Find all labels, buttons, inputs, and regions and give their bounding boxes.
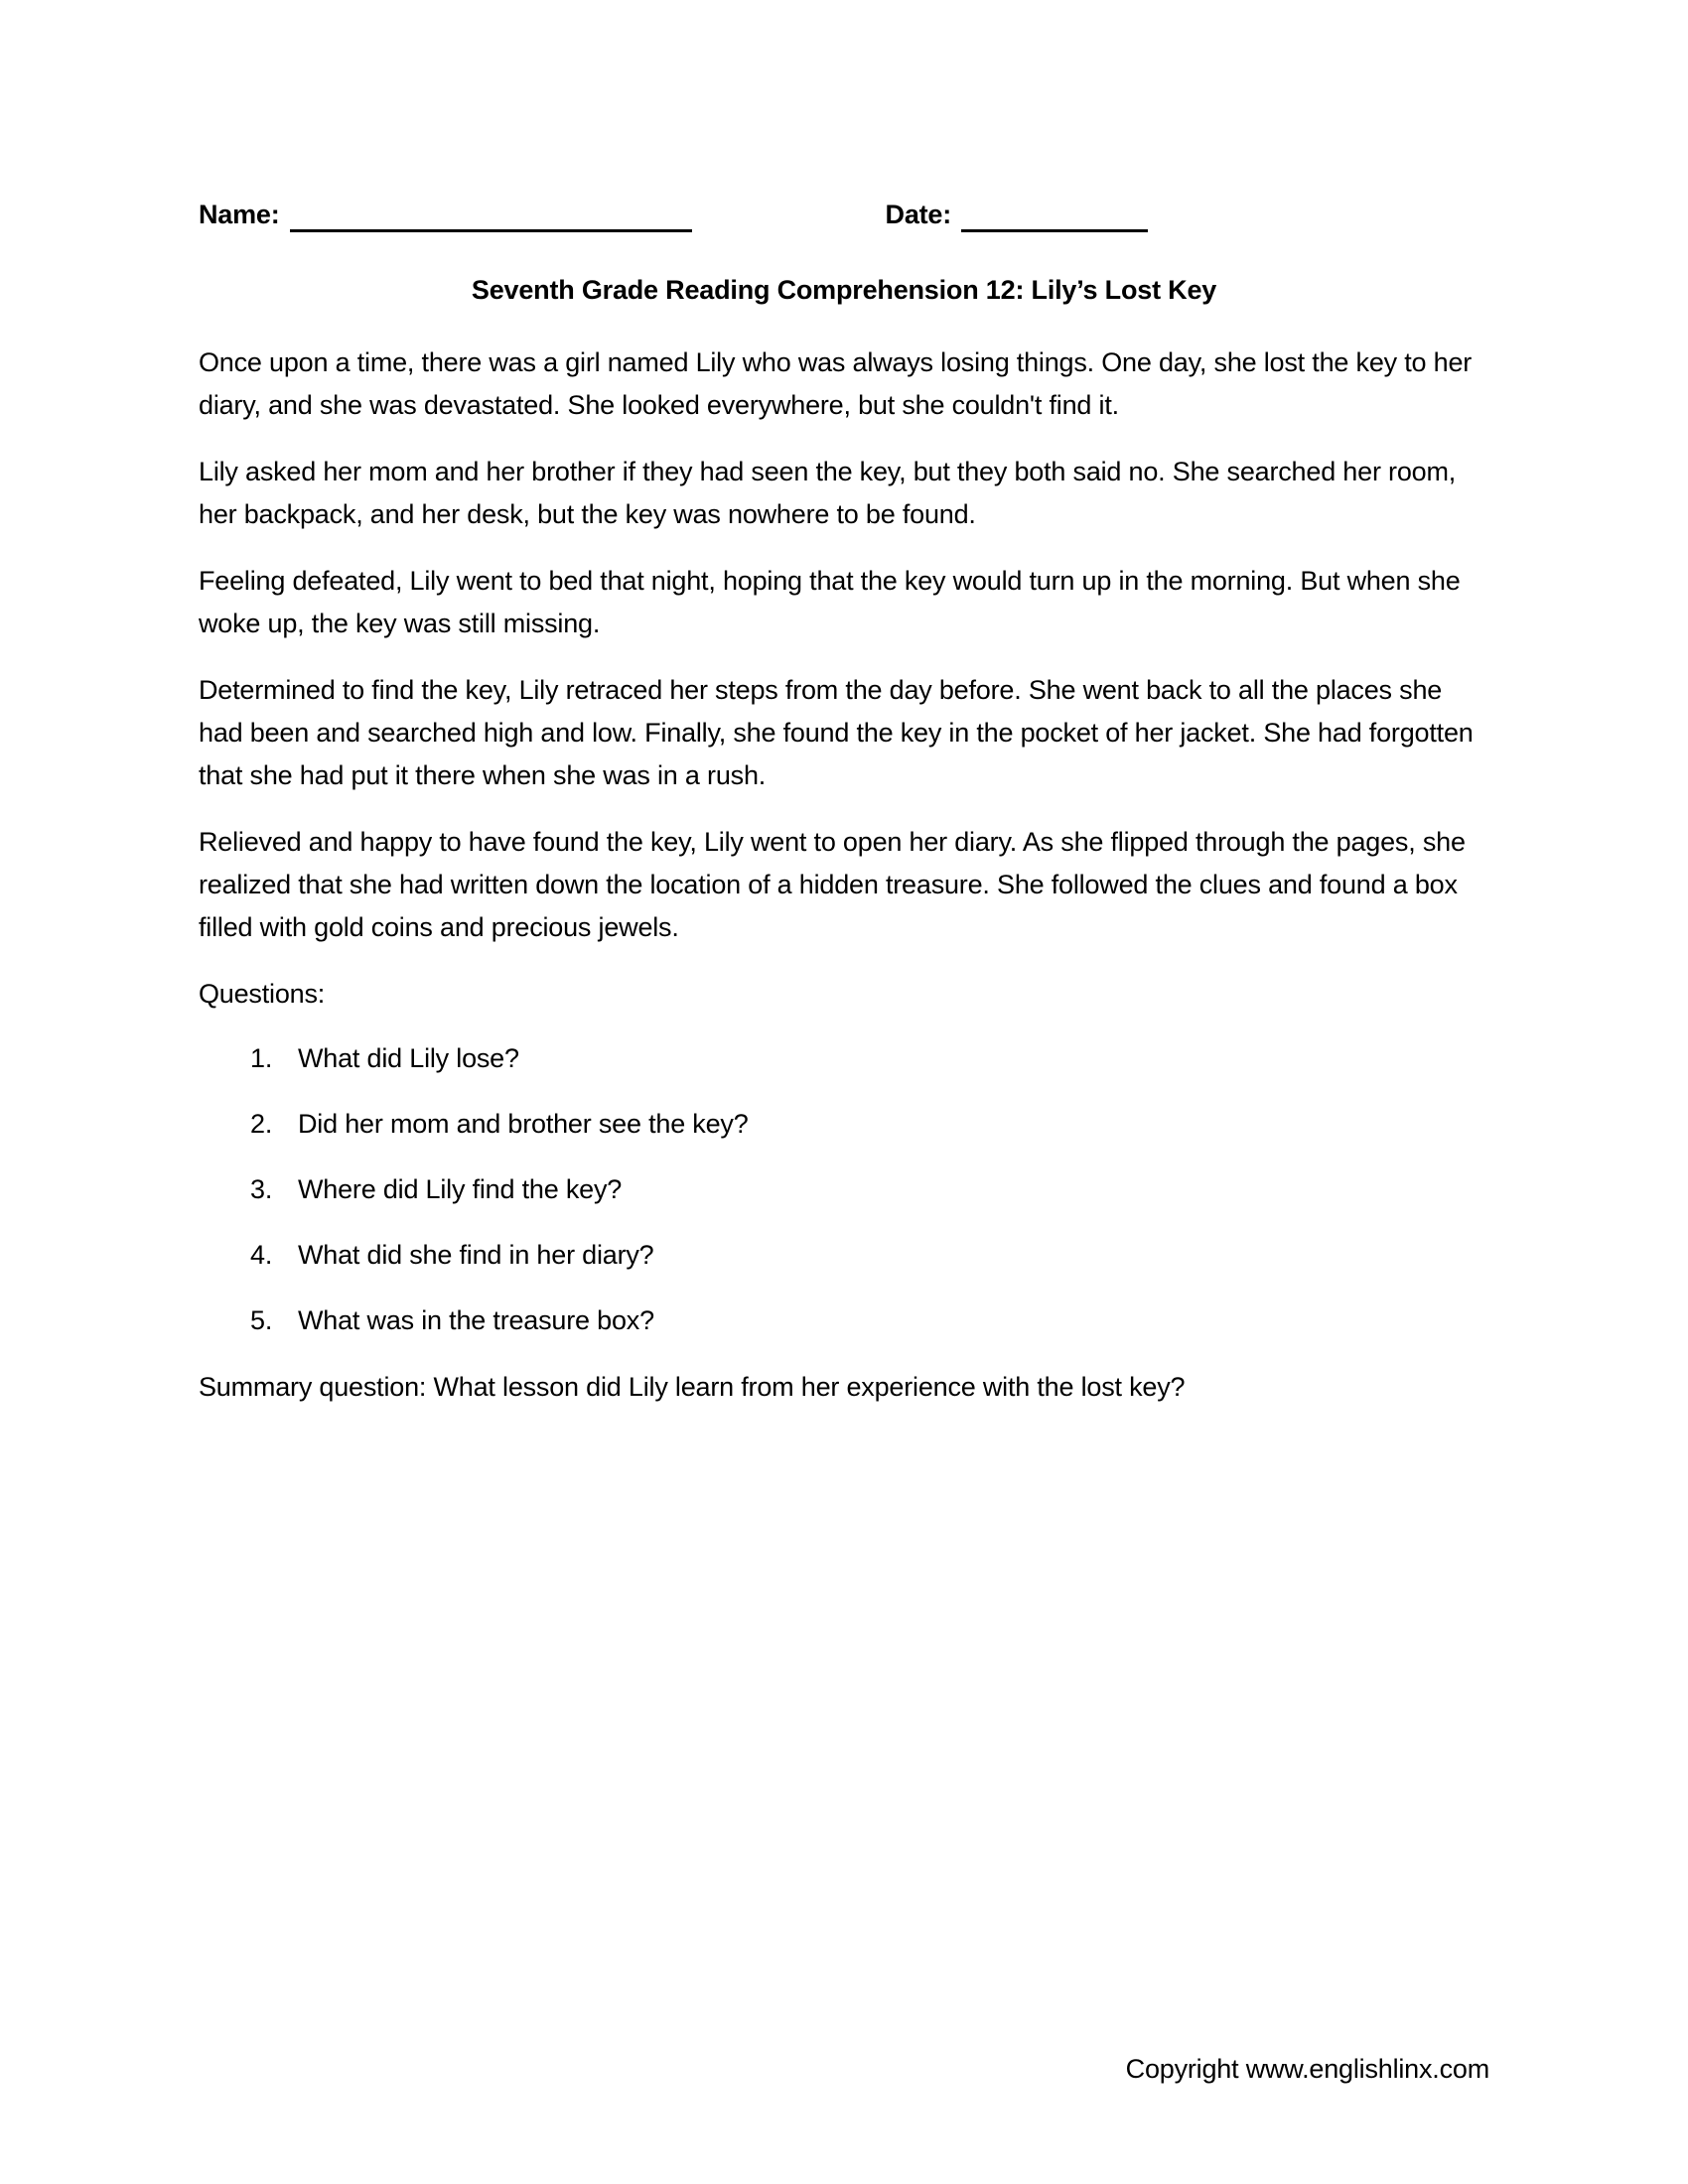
question-item-1 [199,1037,1489,1080]
summary-question: Summary question: What lesson did Lily learn from her experience with the lost key? [199,1372,1186,1402]
question-number-3: 3. [250,1174,273,1204]
question-item-4 [199,1234,1489,1277]
question-item-2 [199,1103,1489,1146]
name-field [199,197,692,232]
date-label: Date: [885,200,952,229]
story-paragraph-4: Determined to find the key, Lily retraced her steps from the day before. She went back to all the places she had been and searched high and low. Finally, she found the key in the pocket of her jacket. She had forgotten that she had put it there when she was in a rush. [199,675,1474,790]
question-number-2: 2. [250,1109,273,1139]
question-text-1: What did Lily lose? [298,1043,519,1073]
header-row [199,197,1489,232]
question-text-3: Where did Lily find the key? [298,1174,623,1204]
questions-heading: Questions: [199,979,326,1009]
question-number-4: 4. [250,1240,273,1270]
question-number-5: 5. [250,1305,273,1335]
question-text-5: What was in the treasure box? [298,1305,654,1335]
date-blank-line [961,197,1148,232]
story-paragraph-5: Relieved and happy to have found the key, Lily went to open her diary. As she flipped through the pages, she realized that she had written down the location of a hidden treasure. She followed the clues and found a box filled with gold coins and precious jewels. [199,827,1466,942]
name-label: Name: [199,200,280,229]
worksheet-title: Seventh Grade Reading Comprehension 12: Lily’s Lost Key [471,275,1217,305]
copyright-footer: Copyright www.englishlinx.com [1125,2054,1489,2084]
question-text-4: What did she find in her diary? [298,1240,654,1270]
story-paragraph-2: Lily asked her mom and her brother if they had seen the key, but they both said no. She searched her room, her backpack, and her desk, but the key was nowhere to be found. [199,457,1457,529]
question-text-2: Did her mom and brother see the key? [298,1109,749,1139]
story-paragraph-3: Feeling defeated, Lily went to bed that night, hoping that the key would turn up in the morning. But when she woke up, the key was still missing. [199,566,1461,638]
question-item-3 [199,1168,1489,1211]
question-item-5 [199,1299,1489,1342]
name-blank-line [290,197,692,232]
date-field [886,197,1149,232]
story-paragraph-1: Once upon a time, there was a girl named Lily who was always losing things. One day, she lost the key to her diary, and she was devastated. She looked everywhere, but she couldn't find it. [199,347,1473,420]
story-passage [199,341,1489,949]
questions-list [199,1037,1489,1342]
question-number-1: 1. [250,1043,273,1073]
